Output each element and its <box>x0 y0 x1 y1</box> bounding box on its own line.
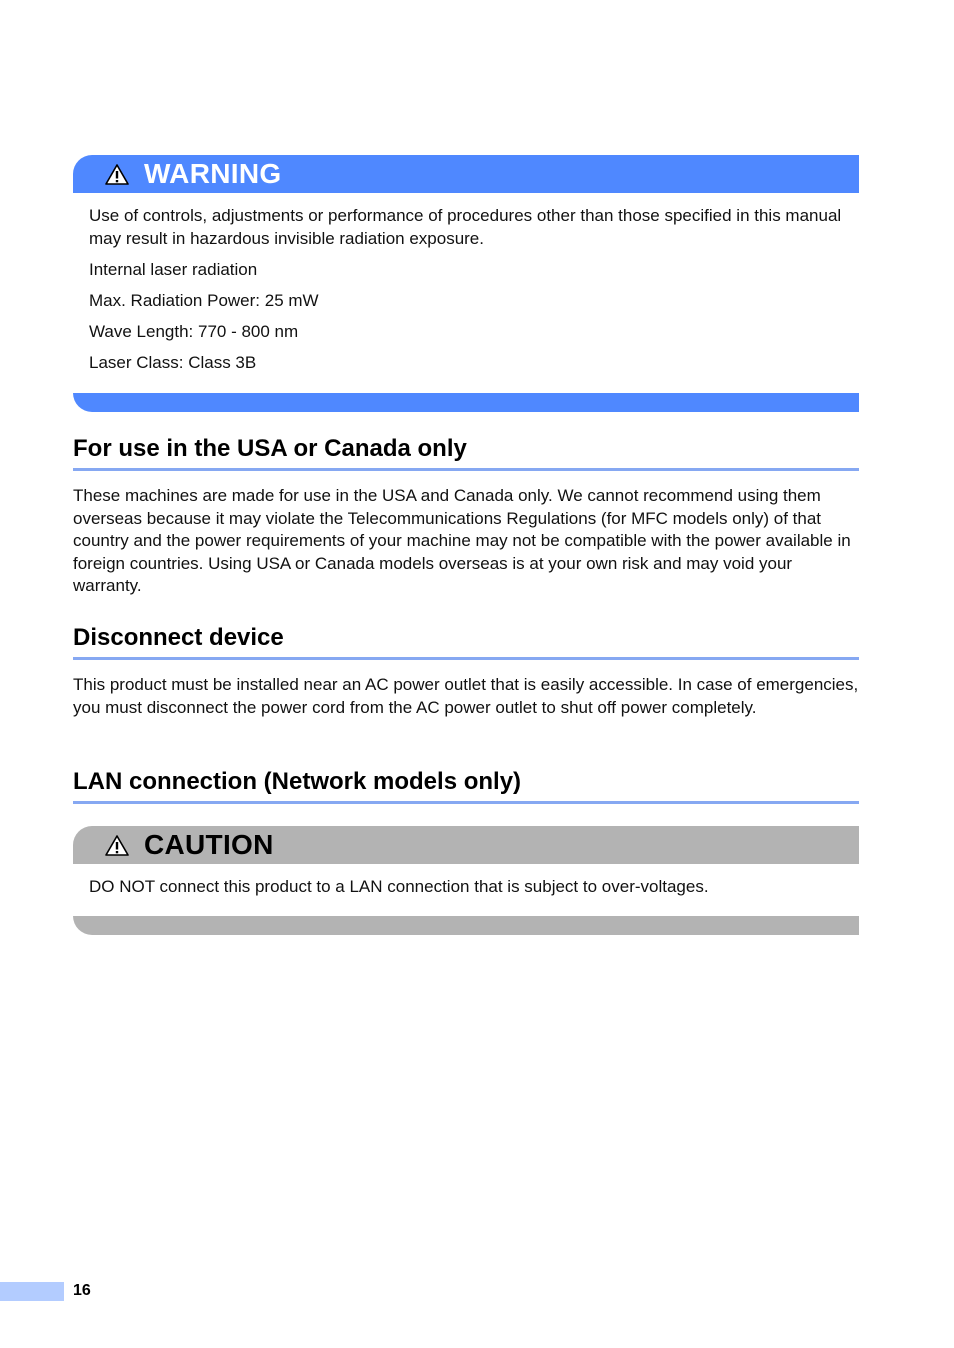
caution-footer-bar <box>73 916 859 935</box>
warning-triangle-icon <box>105 164 129 185</box>
warning-text: Wave Length: 770 - 800 nm <box>89 322 299 341</box>
caution-body <box>73 864 859 916</box>
warning-text: Max. Radiation Power: 25 mW <box>89 291 319 310</box>
warning-text: Use of controls, adjustments or performance of procedures other than those specified in this manual may result in hazardous invisible radiation exposure. <box>89 206 842 248</box>
caution-header <box>73 826 859 864</box>
warning-text: Laser Class: Class 3B <box>89 353 257 372</box>
page-tab-marker <box>0 1282 64 1301</box>
warning-text: Internal laser radiation <box>89 260 258 279</box>
section-heading: For use in the USA or Canada only <box>73 434 859 471</box>
section-body: This product must be installed near an AC power outlet that is easily accessible. In case of emergencies, you must disconnect the power cord from the AC power outlet to shut off power completely. <box>73 675 859 717</box>
caution-title: CAUTION <box>144 829 274 860</box>
caution-callout <box>73 826 859 935</box>
section-body: These machines are made for use in the USA and Canada only. We cannot recommend using them overseas because it may violate the Telecommunications Regulations (for MFC models only) of that country and the power requirements of your machine may not be compatible with the power available in foreign countries. Using USA or Canada models overseas is at your own risk and may void your warranty. <box>73 486 851 595</box>
warning-footer-bar <box>73 393 859 412</box>
warning-header <box>73 155 859 193</box>
section-disconnect-device <box>73 623 859 719</box>
section-heading: LAN connection (Network models only) <box>73 767 859 804</box>
warning-body <box>73 193 859 393</box>
warning-title: WARNING <box>144 158 282 189</box>
section-usa-canada <box>73 434 859 598</box>
caution-text: DO NOT connect this product to a LAN connection that is subject to over-voltages. <box>89 877 709 896</box>
warning-callout <box>73 155 859 412</box>
page-number: 16 <box>73 1282 91 1299</box>
warning-triangle-icon <box>105 835 129 856</box>
section-heading: Disconnect device <box>73 623 859 660</box>
section-lan-connection <box>73 767 859 804</box>
